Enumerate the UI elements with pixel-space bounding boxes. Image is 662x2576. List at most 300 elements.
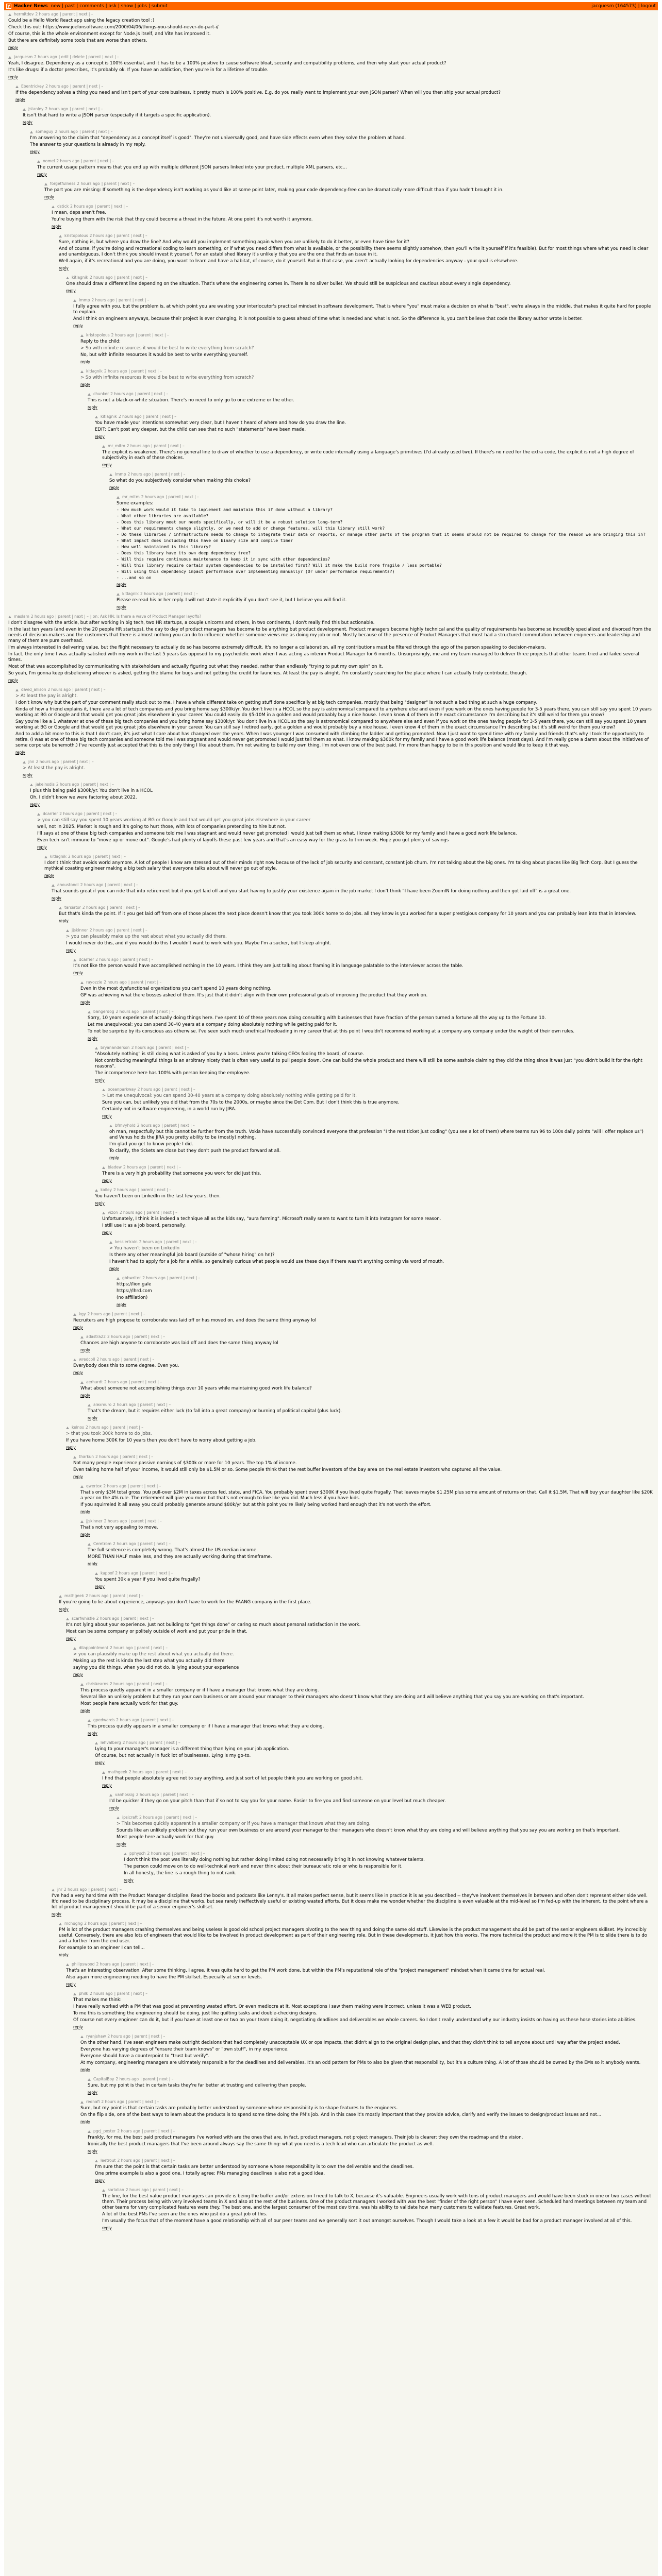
comment-age[interactable]: 2 hours ago bbox=[141, 495, 164, 499]
reply-link[interactable]: reply bbox=[80, 2067, 90, 2072]
comment-nav-links[interactable]: | parent | next | – bbox=[84, 811, 118, 816]
reply-link[interactable]: reply bbox=[66, 948, 76, 953]
nav-link-ask[interactable]: ask bbox=[108, 4, 117, 9]
comment-age[interactable]: 2 hours ago bbox=[68, 854, 91, 859]
reply-link[interactable]: reply bbox=[73, 1370, 83, 1375]
comment-author[interactable]: Ebentrickey bbox=[21, 84, 44, 89]
reply-link[interactable]: reply bbox=[80, 1532, 90, 1537]
comment-author[interactable]: pgcj_poster bbox=[93, 2129, 116, 2133]
comment-author[interactable]: mathgeek bbox=[108, 1770, 127, 1774]
comment-author[interactable]: mr_mitm bbox=[108, 444, 125, 448]
comment-age[interactable]: 2 hours ago bbox=[107, 2034, 130, 2039]
reply-link[interactable]: reply bbox=[73, 324, 83, 328]
comment-author[interactable]: jakeinsdis bbox=[36, 782, 55, 787]
comment-age[interactable]: 2 hours ago bbox=[111, 333, 135, 337]
upvote-arrow-icon[interactable] bbox=[80, 1336, 84, 1338]
logout-link[interactable]: logout bbox=[641, 4, 656, 9]
comment-nav-links[interactable]: | parent | next | – bbox=[142, 2158, 175, 2163]
comment-nav-links[interactable]: | parent | next | – bbox=[121, 1962, 154, 1967]
reply-link[interactable]: reply bbox=[109, 1266, 119, 1271]
reply-link[interactable]: reply bbox=[80, 382, 90, 387]
reply-link[interactable]: reply bbox=[73, 2025, 83, 2029]
comment-nav-links[interactable]: | parent | next | – bbox=[107, 905, 140, 910]
comment-author[interactable]: jnn bbox=[28, 759, 35, 764]
comment-nav-links[interactable]: | parent | next | – bbox=[70, 84, 104, 89]
reply-link[interactable]: reply bbox=[8, 45, 18, 50]
comment-author[interactable]: someguy bbox=[36, 129, 54, 134]
reply-link[interactable]: reply bbox=[23, 773, 32, 777]
comment-age[interactable]: 2 hours ago bbox=[139, 1240, 162, 1244]
nav-link-show[interactable]: show bbox=[121, 4, 133, 9]
upvote-arrow-icon[interactable] bbox=[30, 131, 33, 133]
site-name-link[interactable]: Hacker News bbox=[14, 4, 48, 9]
reply-link[interactable]: reply bbox=[109, 1806, 119, 1810]
comment-nav-links[interactable]: | parent | next | – bbox=[143, 414, 177, 419]
comment-age[interactable]: 2 hours ago bbox=[89, 928, 113, 933]
comment-age[interactable]: 2 hours ago bbox=[96, 1616, 120, 1621]
comment-nav-links[interactable]: | parent | next | – bbox=[125, 2099, 159, 2104]
reply-link[interactable]: reply bbox=[117, 605, 126, 609]
reply-link[interactable]: reply bbox=[23, 120, 32, 125]
comment-nav-links[interactable]: | parent | next | – bbox=[101, 181, 135, 186]
reply-link[interactable]: reply bbox=[88, 1562, 97, 1566]
upvote-arrow-icon[interactable] bbox=[52, 206, 55, 208]
comment-author[interactable]: jnr bbox=[57, 1887, 62, 1892]
reply-link[interactable]: reply bbox=[88, 2090, 97, 2095]
comment-age[interactable]: 2 hours ago bbox=[140, 591, 163, 596]
comment-author[interactable]: chriskearns bbox=[86, 1682, 108, 1686]
reply-link[interactable]: reply bbox=[80, 1708, 90, 1713]
comment-author[interactable]: bryananderson bbox=[101, 1045, 130, 1050]
comment-author[interactable]: kelnos bbox=[72, 1425, 85, 1430]
comment-author[interactable]: maslam bbox=[14, 614, 29, 619]
reply-link[interactable]: reply bbox=[80, 2120, 90, 2124]
comment-age[interactable]: 2 hours ago bbox=[104, 369, 127, 374]
comment-author[interactable]: kitlagnik bbox=[86, 369, 103, 374]
comment-age[interactable]: 2 hours ago bbox=[113, 1541, 136, 1546]
comment-age[interactable]: 2 hours ago bbox=[56, 782, 79, 787]
upvote-arrow-icon[interactable] bbox=[15, 86, 19, 88]
comment-age[interactable]: 2 hours ago bbox=[96, 1357, 120, 1362]
comment-author[interactable]: kitlagnik bbox=[72, 275, 88, 280]
upvote-arrow-icon[interactable] bbox=[66, 1963, 69, 1966]
reply-link[interactable]: reply bbox=[66, 1636, 76, 1641]
upvote-arrow-icon[interactable] bbox=[95, 1742, 98, 1744]
comment-nav-links[interactable]: | parent | next | – bbox=[120, 1454, 154, 1459]
comment-nav-links[interactable]: | parent | next | – bbox=[150, 2188, 184, 2192]
upvote-arrow-icon[interactable] bbox=[80, 2036, 84, 2038]
reply-link[interactable]: reply bbox=[73, 971, 83, 975]
reply-link[interactable]: reply bbox=[117, 582, 126, 587]
comment-author[interactable]: kristopolous bbox=[64, 233, 88, 238]
reply-link[interactable]: reply bbox=[102, 1783, 112, 1788]
upvote-arrow-icon[interactable] bbox=[80, 1520, 84, 1523]
comment-age[interactable]: 2 hours ago bbox=[142, 1276, 166, 1280]
comment-author[interactable]: kitlagnik bbox=[101, 414, 117, 419]
reply-link[interactable]: reply bbox=[95, 1584, 105, 1589]
upvote-arrow-icon[interactable] bbox=[95, 1189, 98, 1192]
comment-nav-links[interactable]: | parent | next | – bbox=[140, 1009, 174, 1014]
comment-nav-links[interactable]: | parent | next | – bbox=[121, 1357, 155, 1362]
reply-link[interactable]: reply bbox=[88, 1036, 97, 1041]
upvote-arrow-icon[interactable] bbox=[117, 496, 120, 499]
comment-author[interactable]: philk bbox=[79, 1991, 89, 1996]
comment-age[interactable]: 2 hours ago bbox=[139, 1815, 162, 1820]
upvote-arrow-icon[interactable] bbox=[88, 1543, 91, 1546]
comment-author[interactable]: dilappointment bbox=[79, 1646, 109, 1650]
comment-author[interactable]: dcarrier bbox=[79, 957, 94, 962]
comment-nav-links[interactable]: | parent | next | – bbox=[114, 233, 147, 238]
reply-link[interactable]: reply bbox=[95, 1078, 105, 1082]
reply-link[interactable]: reply bbox=[117, 1842, 126, 1846]
reply-link[interactable]: reply bbox=[52, 896, 61, 901]
comment-nav-links[interactable]: | parent | next | – bbox=[105, 883, 138, 887]
reply-link[interactable]: reply bbox=[66, 1445, 76, 1450]
comment-age[interactable]: 2 hours ago bbox=[137, 1123, 160, 1128]
upvote-arrow-icon[interactable] bbox=[88, 393, 91, 396]
comment-age[interactable]: 2 hours ago bbox=[63, 1887, 87, 1892]
reply-link[interactable]: reply bbox=[88, 1731, 97, 1736]
reply-link[interactable]: reply bbox=[66, 1982, 76, 1987]
comment-nav-links[interactable]: | parent | next | – bbox=[60, 12, 93, 16]
upvote-arrow-icon[interactable] bbox=[95, 1572, 98, 1575]
comment-author[interactable]: lmmp bbox=[115, 472, 126, 477]
comment-age[interactable]: 2 hours ago bbox=[90, 275, 113, 280]
reply-link[interactable]: reply bbox=[102, 1178, 112, 1183]
upvote-arrow-icon[interactable] bbox=[66, 277, 69, 279]
comment-age[interactable]: 2 hours ago bbox=[101, 2099, 124, 2104]
comment-age[interactable]: 2 hours ago bbox=[95, 1454, 119, 1459]
comment-nav-links[interactable]: | parent | next | – bbox=[108, 1921, 142, 1926]
nav-link-jobs[interactable]: jobs bbox=[137, 4, 147, 9]
upvote-arrow-icon[interactable] bbox=[109, 473, 112, 476]
comment-age[interactable]: 2 hours ago bbox=[104, 980, 127, 985]
comment-nav-links[interactable]: | parent | next | – bbox=[88, 1887, 122, 1892]
upvote-arrow-icon[interactable] bbox=[88, 1404, 91, 1406]
comment-nav-links[interactable]: | parent | next | – bbox=[136, 333, 169, 337]
comment-nav-links[interactable]: | parent | next | – bbox=[116, 298, 150, 302]
comment-age[interactable]: 2 hours ago bbox=[109, 1682, 133, 1686]
comment-age[interactable]: 2 hours ago bbox=[115, 1571, 138, 1575]
comment-nav-links[interactable]: | parent | next | – bbox=[60, 759, 94, 764]
comment-nav-links[interactable]: | parent | next | – bbox=[160, 1792, 194, 1797]
comment-age[interactable]: 2 hours ago bbox=[127, 472, 151, 477]
comment-nav-links[interactable]: | parent | next | – bbox=[114, 1991, 148, 1996]
upvote-arrow-icon[interactable] bbox=[124, 1853, 127, 1855]
site-logo-icon[interactable]: Y bbox=[6, 4, 11, 9]
reply-link[interactable]: reply bbox=[59, 266, 69, 270]
reply-link[interactable]: reply bbox=[30, 802, 40, 807]
reply-link[interactable]: reply bbox=[95, 2178, 105, 2183]
nav-link-comments[interactable]: comments bbox=[79, 4, 104, 9]
comment-nav-links[interactable]: | parent | next | – bbox=[128, 980, 162, 985]
upvote-arrow-icon[interactable] bbox=[30, 784, 33, 786]
upvote-arrow-icon[interactable] bbox=[73, 1647, 76, 1650]
reply-link[interactable]: reply bbox=[102, 1230, 112, 1235]
comment-nav-links[interactable]: | parent | next | – bbox=[138, 1188, 172, 1192]
upvote-arrow-icon[interactable] bbox=[37, 160, 40, 163]
reply-link[interactable]: reply bbox=[88, 2149, 97, 2154]
upvote-arrow-icon[interactable] bbox=[37, 813, 40, 816]
comment-nav-links[interactable]: | parent | next | – bbox=[121, 1616, 154, 1621]
comment-author[interactable]: jacquesm bbox=[14, 55, 33, 59]
nav-link-past[interactable]: past bbox=[65, 4, 75, 9]
comment-author[interactable]: forgetfulness bbox=[50, 181, 76, 186]
comment-author[interactable]: kailey bbox=[101, 1188, 112, 1192]
upvote-arrow-icon[interactable] bbox=[44, 856, 47, 858]
comment-author[interactable]: bladew bbox=[108, 1165, 122, 1170]
comment-author[interactable]: bangerdog bbox=[93, 1009, 114, 1014]
upvote-arrow-icon[interactable] bbox=[52, 884, 55, 887]
reply-link[interactable]: reply bbox=[30, 149, 40, 154]
comment-age[interactable]: 2 hours ago bbox=[90, 1991, 113, 1996]
upvote-arrow-icon[interactable] bbox=[59, 235, 62, 238]
comment-author[interactable]: mchughg bbox=[64, 1921, 83, 1926]
comment-age[interactable]: 2 hours ago bbox=[104, 1519, 127, 1523]
comment-nav-links[interactable]: | parent | next | – bbox=[152, 472, 186, 477]
comment-author[interactable]: aerhardt bbox=[86, 1380, 103, 1384]
reply-link[interactable]: reply bbox=[124, 1878, 134, 1883]
comment-nav-links[interactable]: | parent | next | – bbox=[127, 1484, 161, 1488]
upvote-arrow-icon[interactable] bbox=[102, 1771, 105, 1774]
upvote-arrow-icon[interactable] bbox=[44, 183, 47, 185]
comment-age[interactable]: 2 hours ago bbox=[119, 414, 142, 419]
upvote-arrow-icon[interactable] bbox=[66, 1618, 69, 1620]
comment-author[interactable]: pphysch bbox=[129, 1851, 146, 1856]
comment-age[interactable]: 2 hours ago bbox=[115, 1009, 139, 1014]
comment-author[interactable]: leetrout bbox=[101, 2158, 116, 2163]
comment-author[interactable]: scarfwhistle bbox=[72, 1616, 95, 1621]
upvote-arrow-icon[interactable] bbox=[8, 13, 11, 16]
comment-age[interactable]: 2 hours ago bbox=[125, 2188, 149, 2192]
comment-age[interactable]: 2 hours ago bbox=[117, 2158, 141, 2163]
comment-nav-links[interactable]: | parent | next | – bbox=[112, 1312, 145, 1316]
reply-link[interactable]: reply bbox=[59, 1607, 69, 1612]
comment-nav-links[interactable]: | parent | next | – bbox=[128, 369, 162, 374]
upvote-arrow-icon[interactable] bbox=[117, 593, 120, 596]
comment-author[interactable]: CapitalBoy bbox=[93, 2077, 114, 2081]
story-title-link[interactable]: | on: Ask HN: Is there a wave of Product Manager layoffs? bbox=[90, 614, 202, 619]
upvote-arrow-icon[interactable] bbox=[73, 1313, 76, 1316]
comment-age[interactable]: 2 hours ago bbox=[77, 181, 100, 186]
upvote-arrow-icon[interactable] bbox=[88, 1719, 91, 1722]
comment-nav-links[interactable]: | parent | next | – bbox=[144, 1210, 177, 1215]
comment-age[interactable]: 2 hours ago bbox=[82, 905, 106, 910]
reply-link[interactable]: reply bbox=[102, 2226, 112, 2230]
upvote-arrow-icon[interactable] bbox=[117, 1277, 120, 1280]
comment-nav-links[interactable]: | parent | next | – bbox=[147, 1165, 181, 1170]
comment-author[interactable]: jstanley bbox=[28, 107, 44, 111]
nav-link-submit[interactable]: submit bbox=[151, 4, 168, 9]
comment-age[interactable]: 2 hours ago bbox=[107, 1334, 130, 1339]
comment-author[interactable]: philipswood bbox=[72, 1962, 95, 1967]
comment-nav-links[interactable]: | parent | next | – bbox=[114, 275, 148, 280]
comment-age[interactable]: 2 hours ago bbox=[70, 204, 93, 209]
comment-nav-links[interactable]: | parent | next | – bbox=[140, 1718, 174, 1722]
comment-author[interactable]: tarsiator bbox=[64, 905, 81, 910]
username-link[interactable]: jacquesm bbox=[591, 4, 614, 9]
upvote-arrow-icon[interactable] bbox=[80, 1381, 84, 1384]
upvote-arrow-icon[interactable] bbox=[59, 1595, 62, 1598]
comment-age[interactable]: 2 hours ago bbox=[56, 159, 79, 163]
comment-age[interactable]: 2 hours ago bbox=[86, 1425, 109, 1430]
reply-link[interactable]: reply bbox=[37, 172, 47, 177]
comment-age[interactable]: 2 hours ago bbox=[126, 444, 150, 448]
comment-author[interactable]: rednafi bbox=[86, 2099, 100, 2104]
upvote-arrow-icon[interactable] bbox=[8, 616, 11, 618]
comment-nav-links[interactable]: | parent | next | – bbox=[147, 1740, 180, 1745]
comment-nav-links[interactable]: | parent | next | – bbox=[79, 129, 113, 134]
reply-link[interactable]: reply bbox=[52, 1912, 61, 1917]
comment-nav-links[interactable]: | parent | next | – bbox=[70, 107, 103, 111]
comment-author[interactable]: vanhossig bbox=[115, 1792, 135, 1797]
comment-author[interactable]: kristopolous bbox=[86, 333, 110, 337]
upvote-arrow-icon[interactable] bbox=[52, 1889, 55, 1891]
comment-nav-links[interactable]: | parent | next | – bbox=[163, 1815, 197, 1820]
comment-age[interactable]: 2 hours ago bbox=[34, 55, 57, 59]
reply-link[interactable]: reply bbox=[88, 1416, 97, 1420]
comment-age[interactable]: 2 hours ago bbox=[136, 1792, 159, 1797]
upvote-arrow-icon[interactable] bbox=[73, 1456, 76, 1459]
comment-author[interactable]: jjskinner bbox=[72, 928, 88, 933]
comment-nav-links[interactable]: | parent | next | – bbox=[137, 1541, 171, 1546]
upvote-arrow-icon[interactable] bbox=[23, 108, 26, 111]
upvote-arrow-icon[interactable] bbox=[73, 1993, 76, 1995]
upvote-arrow-icon[interactable] bbox=[88, 1011, 91, 1013]
comment-author[interactable]: gpedwards bbox=[93, 1718, 115, 1722]
comment-author[interactable]: sarlalian bbox=[108, 2188, 124, 2192]
comment-author[interactable]: mathgeek bbox=[64, 1594, 84, 1598]
comment-author[interactable]: lehvalberg bbox=[101, 1740, 121, 1745]
comment-author[interactable]: hermitdev bbox=[14, 12, 34, 16]
upvote-arrow-icon[interactable] bbox=[88, 2078, 91, 2081]
upvote-arrow-icon[interactable] bbox=[109, 1125, 112, 1127]
reply-link[interactable]: reply bbox=[80, 1510, 90, 1514]
reply-link[interactable]: reply bbox=[95, 1760, 105, 1765]
comment-nav-links[interactable]: | edit | delete | parent | next | – bbox=[58, 55, 119, 59]
reply-link[interactable]: reply bbox=[109, 485, 119, 490]
comment-nav-links[interactable]: | parent | next | – bbox=[131, 1334, 166, 1339]
comment-age[interactable]: 2 hours ago bbox=[115, 2077, 139, 2081]
reply-link[interactable]: reply bbox=[109, 1156, 119, 1160]
upvote-arrow-icon[interactable] bbox=[8, 56, 11, 59]
comment-age[interactable]: 2 hours ago bbox=[36, 759, 59, 764]
reply-link[interactable]: reply bbox=[88, 405, 97, 410]
upvote-arrow-icon[interactable] bbox=[95, 416, 98, 418]
comment-author[interactable]: dstick bbox=[57, 204, 69, 209]
comment-age[interactable]: 2 hours ago bbox=[103, 1484, 126, 1488]
upvote-arrow-icon[interactable] bbox=[102, 445, 105, 448]
comment-author[interactable]: gbbwriter bbox=[122, 1276, 141, 1280]
comment-nav-links[interactable]: | parent | next | – bbox=[72, 687, 106, 692]
upvote-arrow-icon[interactable] bbox=[102, 1166, 105, 1169]
comment-author[interactable]: tharkun bbox=[79, 1454, 94, 1459]
comment-age[interactable]: 2 hours ago bbox=[122, 1740, 146, 1745]
reply-link[interactable]: reply bbox=[117, 1302, 126, 1307]
comment-nav-links[interactable]: | parent | next | – bbox=[166, 495, 199, 499]
comment-author[interactable]: rayozzie bbox=[86, 980, 103, 985]
comment-age[interactable]: 2 hours ago bbox=[119, 1210, 143, 1215]
reply-link[interactable]: reply bbox=[80, 1393, 90, 1398]
comment-author[interactable]: mr_mitm bbox=[122, 495, 140, 499]
comment-nav-links[interactable]: | parent | next | – bbox=[120, 957, 154, 962]
reply-link[interactable]: reply bbox=[80, 360, 90, 364]
comment-age[interactable]: 2 hours ago bbox=[35, 12, 59, 16]
reply-link[interactable]: reply bbox=[37, 845, 47, 850]
upvote-arrow-icon[interactable] bbox=[95, 1047, 98, 1049]
comment-author[interactable]: wredcoll bbox=[79, 1357, 95, 1362]
upvote-arrow-icon[interactable] bbox=[15, 689, 19, 691]
comment-nav-links[interactable]: | parent | next | – bbox=[139, 1571, 173, 1575]
comment-author[interactable]: chunker bbox=[93, 392, 109, 396]
upvote-arrow-icon[interactable] bbox=[109, 1241, 112, 1244]
comment-author[interactable]: dcarrier bbox=[43, 811, 58, 816]
comment-age[interactable]: 2 hours ago bbox=[110, 1646, 133, 1650]
upvote-arrow-icon[interactable] bbox=[73, 299, 76, 302]
comment-nav-links[interactable]: | parent | next | – bbox=[163, 1240, 197, 1244]
comment-age[interactable]: 2 hours ago bbox=[113, 1402, 136, 1407]
comment-age[interactable]: 2 hours ago bbox=[137, 1087, 161, 1092]
upvote-arrow-icon[interactable] bbox=[88, 2130, 91, 2133]
comment-age[interactable]: 2 hours ago bbox=[96, 1962, 120, 1967]
comment-author[interactable]: ryanjshaw bbox=[86, 2034, 106, 2039]
reply-link[interactable]: reply bbox=[15, 97, 25, 102]
comment-age[interactable]: 2 hours ago bbox=[85, 1594, 109, 1598]
reply-link[interactable]: reply bbox=[44, 195, 54, 199]
comment-age[interactable]: 2 hours ago bbox=[128, 1770, 152, 1774]
comment-nav-links[interactable]: | parent | next | – bbox=[80, 159, 114, 163]
comment-age[interactable]: 2 hours ago bbox=[89, 233, 113, 238]
reply-link[interactable]: reply bbox=[73, 1672, 83, 1677]
comment-age[interactable]: 2 hours ago bbox=[55, 129, 78, 134]
comment-nav-links[interactable]: | parent | next | – bbox=[110, 1425, 144, 1430]
upvote-arrow-icon[interactable] bbox=[80, 2101, 84, 2104]
comment-nav-links[interactable]: | parent | next | – bbox=[110, 1594, 143, 1598]
comment-nav-links[interactable]: | parent | next | – bbox=[172, 1851, 205, 1856]
reply-link[interactable]: reply bbox=[80, 1348, 90, 1352]
comment-age[interactable]: 2 hours ago bbox=[47, 687, 71, 692]
comment-author[interactable]: bfmvyhold bbox=[115, 1123, 136, 1128]
reply-link[interactable]: reply bbox=[73, 1475, 83, 1479]
comment-author[interactable]: vizon bbox=[108, 1210, 118, 1215]
upvote-arrow-icon[interactable] bbox=[80, 981, 84, 984]
comment-age[interactable]: 2 hours ago bbox=[80, 883, 104, 887]
comment-nav-links[interactable]: | parent | next | – bbox=[153, 1770, 187, 1774]
comment-age[interactable]: 2 hours ago bbox=[87, 1312, 111, 1316]
comment-age[interactable]: 2 hours ago bbox=[123, 1165, 146, 1170]
comment-nav-links[interactable]: | parent | next | – bbox=[134, 1682, 168, 1686]
comment-author[interactable]: kapoof bbox=[101, 1571, 114, 1575]
comment-author[interactable]: oceanparkway bbox=[108, 1087, 136, 1092]
comment-nav-links[interactable]: | parent | next | – bbox=[161, 1123, 195, 1128]
comment-nav-links[interactable]: | parent | next | – bbox=[128, 1519, 162, 1523]
upvote-arrow-icon[interactable] bbox=[95, 2160, 98, 2162]
upvote-arrow-icon[interactable] bbox=[102, 1212, 105, 1214]
upvote-arrow-icon[interactable] bbox=[23, 761, 26, 764]
comment-author[interactable]: nomel bbox=[43, 159, 55, 163]
comment-author[interactable]: david_allison bbox=[21, 687, 46, 692]
upvote-arrow-icon[interactable] bbox=[80, 370, 84, 373]
comment-age[interactable]: 2 hours ago bbox=[45, 84, 69, 89]
upvote-arrow-icon[interactable] bbox=[73, 1359, 76, 1361]
comment-author[interactable]: kitlagnik bbox=[50, 854, 67, 859]
upvote-arrow-icon[interactable] bbox=[73, 959, 76, 961]
comment-age[interactable]: 2 hours ago bbox=[116, 1718, 139, 1722]
upvote-arrow-icon[interactable] bbox=[117, 1817, 120, 1819]
comment-age[interactable]: 2 hours ago bbox=[84, 1921, 107, 1926]
comment-nav-links[interactable]: | parent | next | – bbox=[162, 1087, 195, 1092]
comment-nav-links[interactable]: | parent | next | – bbox=[114, 928, 147, 933]
